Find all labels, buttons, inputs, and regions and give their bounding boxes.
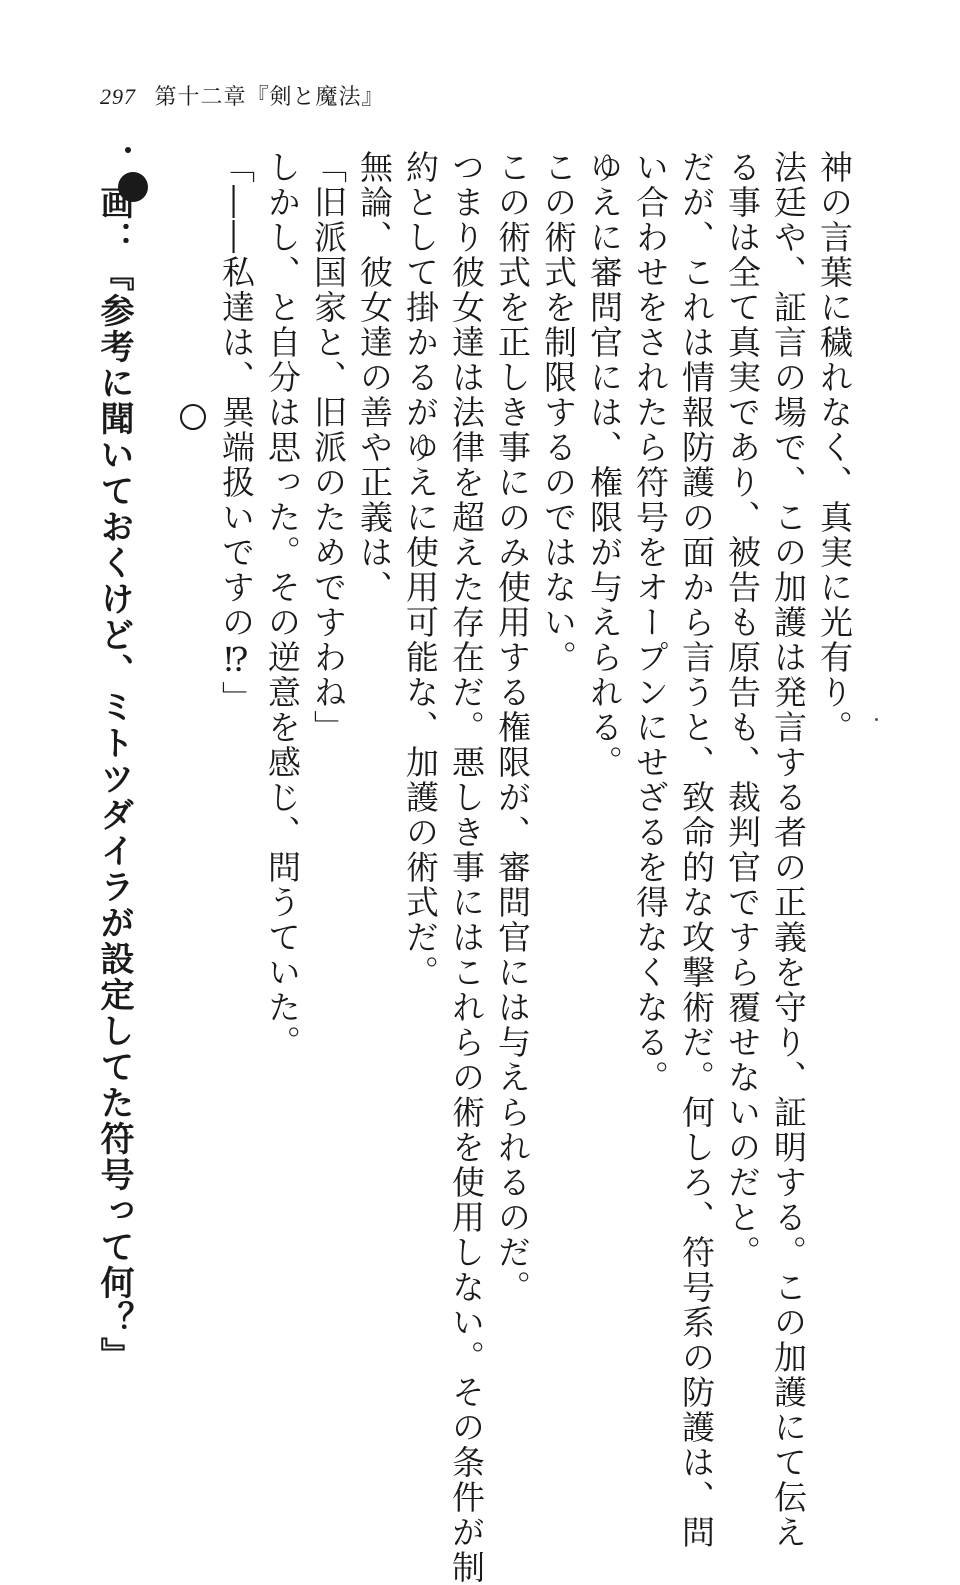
- section-break-circle-icon: [180, 404, 206, 430]
- text-column: 約として掛かるがゆえに使用可能な、加護の術式だ。: [401, 150, 440, 990]
- text-column: 無論、彼女達の善や正義は、: [355, 150, 394, 605]
- text-column: る事は全て真実であり、被告も原告も、裁判官ですら覆せないのだと。: [723, 150, 762, 1270]
- print-speck: [875, 718, 878, 721]
- text-column: つまり彼女達は法律を超えた存在だ。悪しき事にはこれらの術を使用しない。その条件が制: [447, 150, 486, 1585]
- text-column: だが、これは情報防護の面から言うと、致命的な攻撃術だ。何しろ、符号系の防護は、問: [677, 150, 716, 1550]
- text-column: 法廷や、証言の場で、この加護は発言する者の正義を守り、証明する。この加護にて伝え: [769, 150, 808, 1550]
- text-column: この術式を正しき事にのみ使用する権限が、審問官には与えられるのだ。: [493, 150, 532, 1305]
- text-column: ゆえに審問官には、権限が与えられる。: [585, 150, 624, 780]
- illustration-caption-line: 画：『参考に聞いておくけど、ミトツダイラが設定してた符号って何？』: [94, 185, 134, 1373]
- text-column: この術式を制限するのではない。: [539, 150, 578, 675]
- text-column: い合わせをされたら符号をオープンにせざるを得なくなる。: [631, 150, 670, 1095]
- running-header: [100, 80, 385, 111]
- text-column: しかし、と自分は思った。その逆意を感じ、問うていた。: [263, 150, 302, 1060]
- text-column: 「――私達は、異端扱いですの⁉」: [217, 150, 256, 716]
- text-column: 「旧派国家と、旧派のためですわね」: [309, 150, 348, 745]
- text-column: 神の言葉に穢れなく、真実に光有り。: [815, 150, 854, 745]
- chapter-title: 第十二章『剣と魔法』: [154, 84, 385, 109]
- page-number: 297: [100, 84, 136, 109]
- small-bullet-icon: [125, 147, 131, 153]
